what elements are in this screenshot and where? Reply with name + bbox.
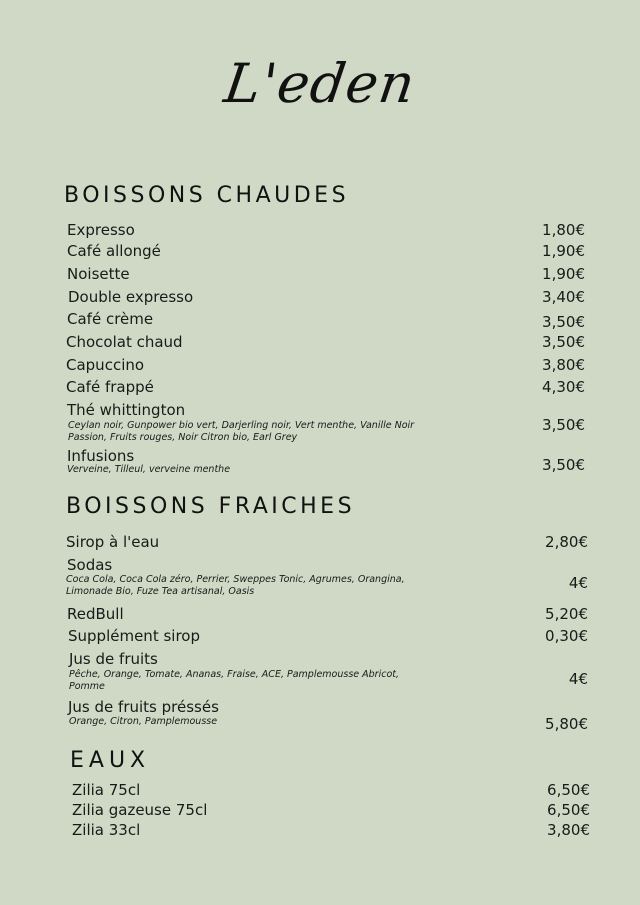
item-name: Thé whittington	[67, 401, 186, 419]
item-price: 3,50€	[542, 416, 585, 434]
item-name: Sirop à l'eau	[66, 533, 160, 551]
item-name: Infusions	[67, 447, 135, 465]
item-price: 3,50€	[542, 456, 585, 474]
item-price: 2,80€	[545, 533, 588, 551]
item-name: Double expresso	[68, 288, 194, 306]
item-name: Zilia gazeuse 75cl	[72, 801, 208, 819]
item-price: 5,80€	[545, 715, 588, 733]
item-price: 4€	[568, 670, 588, 688]
item-description: Coca Cola, Coca Cola zéro, Perrier, Sweppes Tonic, Agrumes, Orangina, Limonade Bio, Fuze Tea artisanal, Oasis	[66, 574, 405, 597]
item-price: 3,50€	[542, 313, 585, 331]
item-name: Supplément sirop	[68, 627, 200, 645]
item-price: 4,30€	[542, 378, 585, 396]
section-title-boissons-fraiches: BOISSONS FRAICHES	[66, 494, 356, 519]
section-title-boissons-chaudes: BOISSONS CHAUDES	[64, 183, 350, 208]
item-name: Chocolat chaud	[66, 333, 183, 351]
item-price: 1,90€	[542, 265, 585, 283]
item-price: 0,30€	[545, 627, 588, 645]
item-price: 4€	[568, 574, 588, 592]
item-name: Zilia 75cl	[72, 781, 141, 799]
item-name: Café crème	[67, 310, 154, 328]
item-name: RedBull	[67, 605, 124, 623]
item-price: 3,80€	[542, 356, 585, 374]
item-price: 1,90€	[542, 242, 585, 260]
item-price: 3,50€	[542, 333, 585, 351]
item-price: 6,50€	[547, 801, 590, 819]
item-name: Jus de fruits préssés	[68, 698, 219, 716]
item-description: Pêche, Orange, Tomate, Ananas, Fraise, ACE, Pamplemousse Abricot, Pomme	[69, 669, 400, 692]
item-price: 6,50€	[547, 781, 590, 799]
item-price: 3,80€	[547, 821, 590, 839]
item-name: Noisette	[67, 265, 130, 283]
item-name: Zilia 33cl	[72, 821, 141, 839]
item-price: 3,40€	[542, 288, 585, 306]
item-name: Café frappé	[66, 378, 154, 396]
item-price: 1,80€	[542, 221, 585, 239]
item-price: 5,20€	[545, 605, 588, 623]
item-description: Verveine, Tilleul, verveine menthe	[67, 464, 231, 475]
item-name: Expresso	[67, 221, 135, 239]
item-description: Ceylan noir, Gunpower bio vert, Darjerling noir, Vert menthe, Vanille Noir Passion, Fruits rouges, Noir Citron bio, Earl Grey	[68, 420, 415, 443]
item-name: Capuccino	[66, 356, 145, 374]
item-name: Sodas	[67, 556, 113, 574]
item-description: Orange, Citron, Pamplemousse	[69, 716, 218, 727]
item-name: Jus de fruits	[69, 650, 158, 668]
section-title-eaux: EAUX	[70, 748, 151, 773]
brand-logo: L'eden	[220, 52, 420, 115]
item-name: Café allongé	[67, 242, 161, 260]
